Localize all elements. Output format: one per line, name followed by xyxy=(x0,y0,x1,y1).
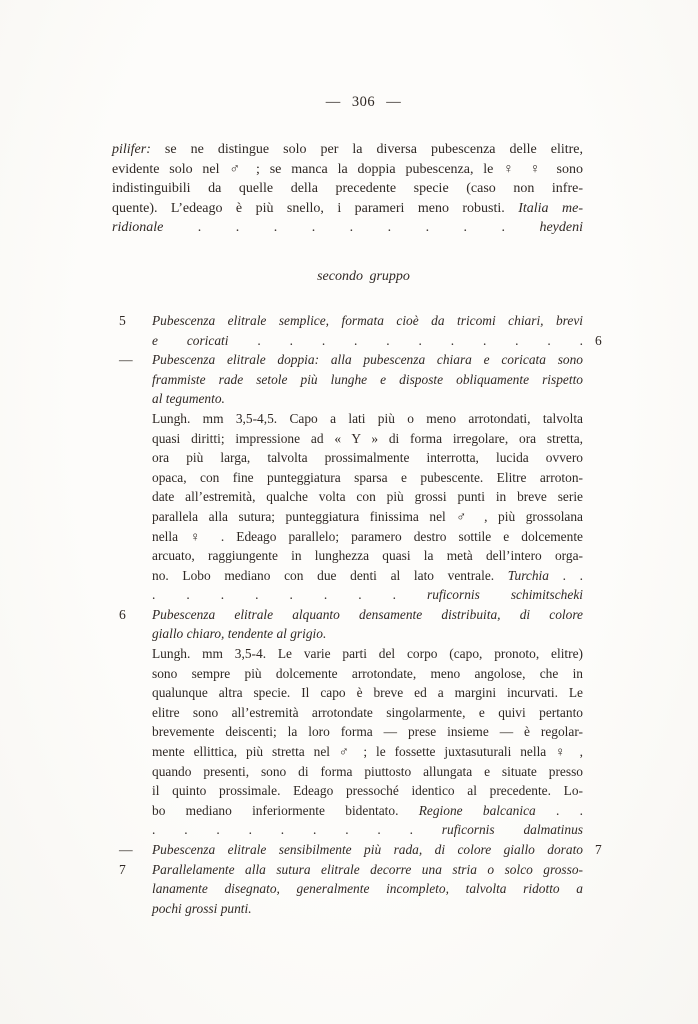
couplet-ref-number: 7 xyxy=(595,842,602,857)
couplet-text xyxy=(152,311,602,350)
couplet-text xyxy=(152,350,583,605)
couplet-number: 6 xyxy=(119,606,126,622)
text-line xyxy=(112,160,583,180)
text-line xyxy=(152,350,583,370)
text-segment: . . xyxy=(535,802,584,818)
text-segment: heydeni xyxy=(539,220,583,236)
text-line xyxy=(152,331,602,351)
couplet-number: — xyxy=(119,842,133,857)
page-number: — 306 — xyxy=(325,94,402,110)
key-item xyxy=(112,605,615,840)
couplet-number: — xyxy=(119,352,133,368)
text-segment: . . . . . . . . xyxy=(152,587,396,603)
text-line xyxy=(152,566,583,586)
text-segment: Lungh. mm 3,5-4,5. Capo a lati più o meno arrotondati, talvolta xyxy=(152,410,583,426)
text-segment: no. Lobo mediano con due denti al lato ventrale. xyxy=(152,567,508,583)
text-segment: Pubescenza elitrale sensibilmente più rada, di colore giallo dorato xyxy=(152,842,583,857)
text-segment: mente ellittica, più stretta nel ♂ ; le fossette juxtasuturali nella ♀ , xyxy=(152,744,583,760)
text-segment: ruficornis schimitscheki xyxy=(395,587,583,603)
text-line xyxy=(152,664,583,684)
text-line xyxy=(152,899,583,919)
text-segment: nella ♀ . Edeago parallelo; paramero destro sottile e dolcemente xyxy=(152,528,583,544)
text-segment: opaca, con fine punteggiatura sparsa e pubescente. Elitre arroton- xyxy=(152,469,583,485)
text-segment: se ne distingue solo per la diversa pubescenza delle elitre, xyxy=(150,142,583,157)
text-line xyxy=(152,507,583,527)
text-segment: lanamente disegnato, generalmente incompleto, talvolta ridotto a xyxy=(152,881,583,897)
text-segment: e coricati xyxy=(152,332,229,348)
text-line xyxy=(152,820,583,840)
text-segment: Parallelamente alla sutura elitrale decorre una stria o solco grosso- xyxy=(152,861,583,877)
text-line xyxy=(112,218,583,238)
text-line xyxy=(112,179,583,199)
text-segment: brevemente deiscenti; la loro forma — prese insieme — è regolar- xyxy=(152,724,583,740)
text-segment: Turchia xyxy=(507,567,549,583)
text-segment: . . . . . . . . . . . xyxy=(228,332,583,348)
key-item xyxy=(112,311,615,350)
text-segment: elitre sono all’estremità arrotondate singolarmente, e quivi pertanto xyxy=(152,704,583,720)
text-segment: Italia me- xyxy=(518,200,583,216)
text-block xyxy=(112,92,615,918)
text-line xyxy=(152,468,583,488)
text-line xyxy=(152,801,583,821)
text-segment: al tegumento. xyxy=(152,391,225,407)
text-segment: Pubescenza elitrale doppia: alla pubescenza chiara e coricata sono xyxy=(152,352,583,368)
text-line xyxy=(152,527,583,547)
text-segment: qualunque altra specie. Il capo è breve ed a margini incurvati. Le xyxy=(152,685,583,701)
text-line xyxy=(152,605,583,625)
text-line xyxy=(152,683,583,703)
text-segment: sono sempre più dolcemente arrotondate, meno angolose, che in xyxy=(152,665,583,681)
text-segment: quasi diritti; impressione ad « Y » di forma irregolare, ora stretta, xyxy=(152,430,583,446)
text-segment: indistinguibili da quelle della precedente specie (caso non infre- xyxy=(112,181,583,197)
text-segment: pochi grossi punti. xyxy=(152,900,252,916)
text-line xyxy=(152,840,602,860)
text-line xyxy=(152,389,583,409)
text-segment: ora più larga, talvolta prossimalmente interrotta, lucida ovvero xyxy=(152,450,583,466)
couplet-text xyxy=(152,605,583,840)
text-line xyxy=(152,722,583,742)
text-segment: pilifer: xyxy=(112,142,151,157)
text-line xyxy=(152,703,583,723)
key-item xyxy=(112,350,615,605)
text-line xyxy=(152,409,583,429)
text-segment: frammiste rade setole più lunghe e disposte obliquamente rispetto xyxy=(152,371,583,387)
key-item xyxy=(112,860,615,919)
text-segment: parallela alla sutura; punteggiatura finissima nel ♂ , più grossolana xyxy=(152,508,583,524)
text-segment: . . xyxy=(548,567,584,583)
text-line xyxy=(152,624,583,644)
text-line xyxy=(152,644,583,664)
text-line xyxy=(112,140,583,160)
text-segment: quente). L’edeago è più snello, i parameri meno robusti. xyxy=(112,200,519,216)
text-line xyxy=(152,448,583,468)
text-segment: arcuato, raggiungente in lunghezza quasi la metà dell’intero orga- xyxy=(152,548,583,564)
text-line xyxy=(152,429,583,449)
intro-paragraph xyxy=(112,140,583,238)
text-line xyxy=(152,487,583,507)
text-segment: evidente solo nel ♂ ; se manca la doppia pubescenza, le ♀ ♀ sono xyxy=(112,161,583,177)
text-segment: Lungh. mm 3,5-4. Le varie parti del corpo (capo, pronoto, elitre) xyxy=(152,646,583,662)
text-segment: giallo chiaro, tendente al grigio. xyxy=(152,626,327,642)
couplet-ref-number: 6 xyxy=(595,332,602,348)
text-line xyxy=(152,370,583,390)
text-segment: ruficornis dalmatinus xyxy=(412,822,583,838)
text-segment: Pubescenza elitrale alquanto densamente distribuita, di colore xyxy=(152,606,583,622)
couplet-text xyxy=(152,840,602,860)
couplet-number: 7 xyxy=(119,861,126,877)
text-line xyxy=(152,742,583,762)
key-item xyxy=(112,840,615,860)
couplet-text xyxy=(152,860,583,919)
dichotomous-key xyxy=(112,311,615,918)
text-line xyxy=(152,546,583,566)
text-segment: date all’estremità, qualche volta con più grossi punti in breve serie xyxy=(152,489,583,505)
text-line xyxy=(112,199,583,219)
text-segment: . . . . . . . . . xyxy=(163,220,540,236)
text-line xyxy=(152,311,583,331)
text-segment: . . . . . . . . . xyxy=(152,822,413,838)
text-segment: quando presenti, sono di forma piuttosto allungata e situate presso xyxy=(152,763,583,779)
text-segment: Regione balcanica xyxy=(418,802,536,818)
text-line xyxy=(152,762,583,782)
text-line xyxy=(152,879,583,899)
text-segment: il quinto prossimale. Edeago pressoché identico al precedente. Lo- xyxy=(152,783,583,799)
text-line xyxy=(152,781,583,801)
couplet-number: 5 xyxy=(119,312,126,328)
text-segment: Pubescenza elitrale semplice, formata cioè da tricomi chiari, brevi xyxy=(152,312,583,328)
text-line xyxy=(152,585,583,605)
section-heading: secondo gruppo xyxy=(317,268,410,284)
text-segment: bo mediano inferiormente bidentato. xyxy=(152,802,419,818)
text-line xyxy=(152,860,583,880)
text-segment: ridionale xyxy=(112,220,164,236)
